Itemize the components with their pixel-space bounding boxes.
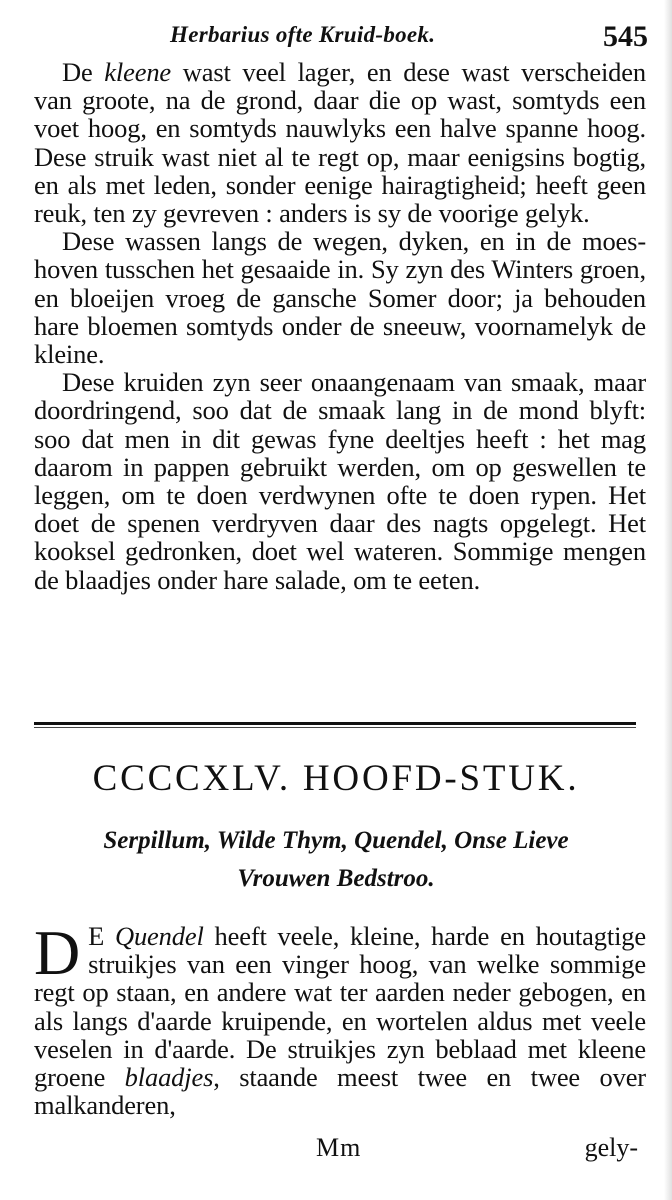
chapter-heading: CCCCXLV. HOOFD-STUK.	[92, 758, 580, 799]
paragraph-quendel	[34, 917, 646, 1121]
para-middle: heeft veele, kleine, harde en houtagtige struikjes van een vinger hoog, van welke sommige regt op staan, en andere wat ter aarden neder gebogen, en als langs d'aarde kruipende, en wortelen aldus met veele veselen in d'aarde. De struikjes zyn beblaad met kleene groene	[34, 921, 646, 1093]
chapter-divider-rule	[34, 722, 636, 725]
paragraph-uses: Dese kruiden zyn seer onaangenaam van smaak, maar doordringend, soo dat de smaak lang in de mond blyft: soo dat men in dit gewas fyne deeltjes heeft : het mag daarom in pappen gebruikt werden, om op geswellen te leggen, om te doen verdwynen ofte te doen rypen. Het doet de spenen verdryven daar des nagts opgelegt. Het kooksel gedronken, doet wel wateren. Sommige mengen de blaadjes onder hare salade, om te eeten.	[34, 367, 646, 595]
page-footer	[34, 1133, 638, 1165]
para-start: De	[62, 57, 105, 87]
para-end: , staande meest twee en twee over malkanderen,	[34, 1062, 646, 1121]
running-title: Herbarius ofte Kruid-boek.	[170, 22, 436, 47]
subtitle-line-1: Serpillum, Wilde Thym, Quendel, Onse Lieve	[103, 827, 569, 854]
subtitle-line-2: Vrouwen Bedstroo.	[237, 865, 435, 892]
first-word-rest: E	[88, 921, 115, 951]
chapter-subtitle	[40, 822, 632, 898]
paragraph-habitat: Dese wassen langs de wegen, dyken, en in de moes-hoven tusschen het gesaaide in. Sy zyn des Winters groen, en bloeijen vroeg de gansche Somer door; ja behouden hare bloemen somtyds onder de sneeuw, voornamelyk de kleine.	[34, 226, 646, 370]
paragraph-kleene	[34, 58, 646, 227]
drop-cap: D	[34, 917, 81, 988]
page-edge-shadow	[664, 0, 672, 1200]
quendel-emphasis: Quendel	[114, 921, 204, 951]
section-one-text	[34, 58, 646, 594]
blaadjes-emphasis: blaadjes	[124, 1062, 214, 1093]
section-two-text	[34, 917, 646, 1121]
para-emphasis: kleene	[104, 57, 172, 87]
signature-mark: Mm	[316, 1133, 362, 1162]
catchword: gely-	[584, 1133, 638, 1162]
page-number: 545	[603, 20, 648, 53]
para-rest: wast veel lager, en dese wast verscheiden van groote, na de grond, daar die op wast, somtyds een voet hoog, en somtyds nauwlyks een halve spanne hoog. Dese struik wast niet al te regt op, maar eenigsins bogtig, en als met leden, sonder eenige hairagtigheid; heeft geen reuk, ten zy gevreven : anders is sy de voorige gelyk.	[34, 57, 646, 229]
